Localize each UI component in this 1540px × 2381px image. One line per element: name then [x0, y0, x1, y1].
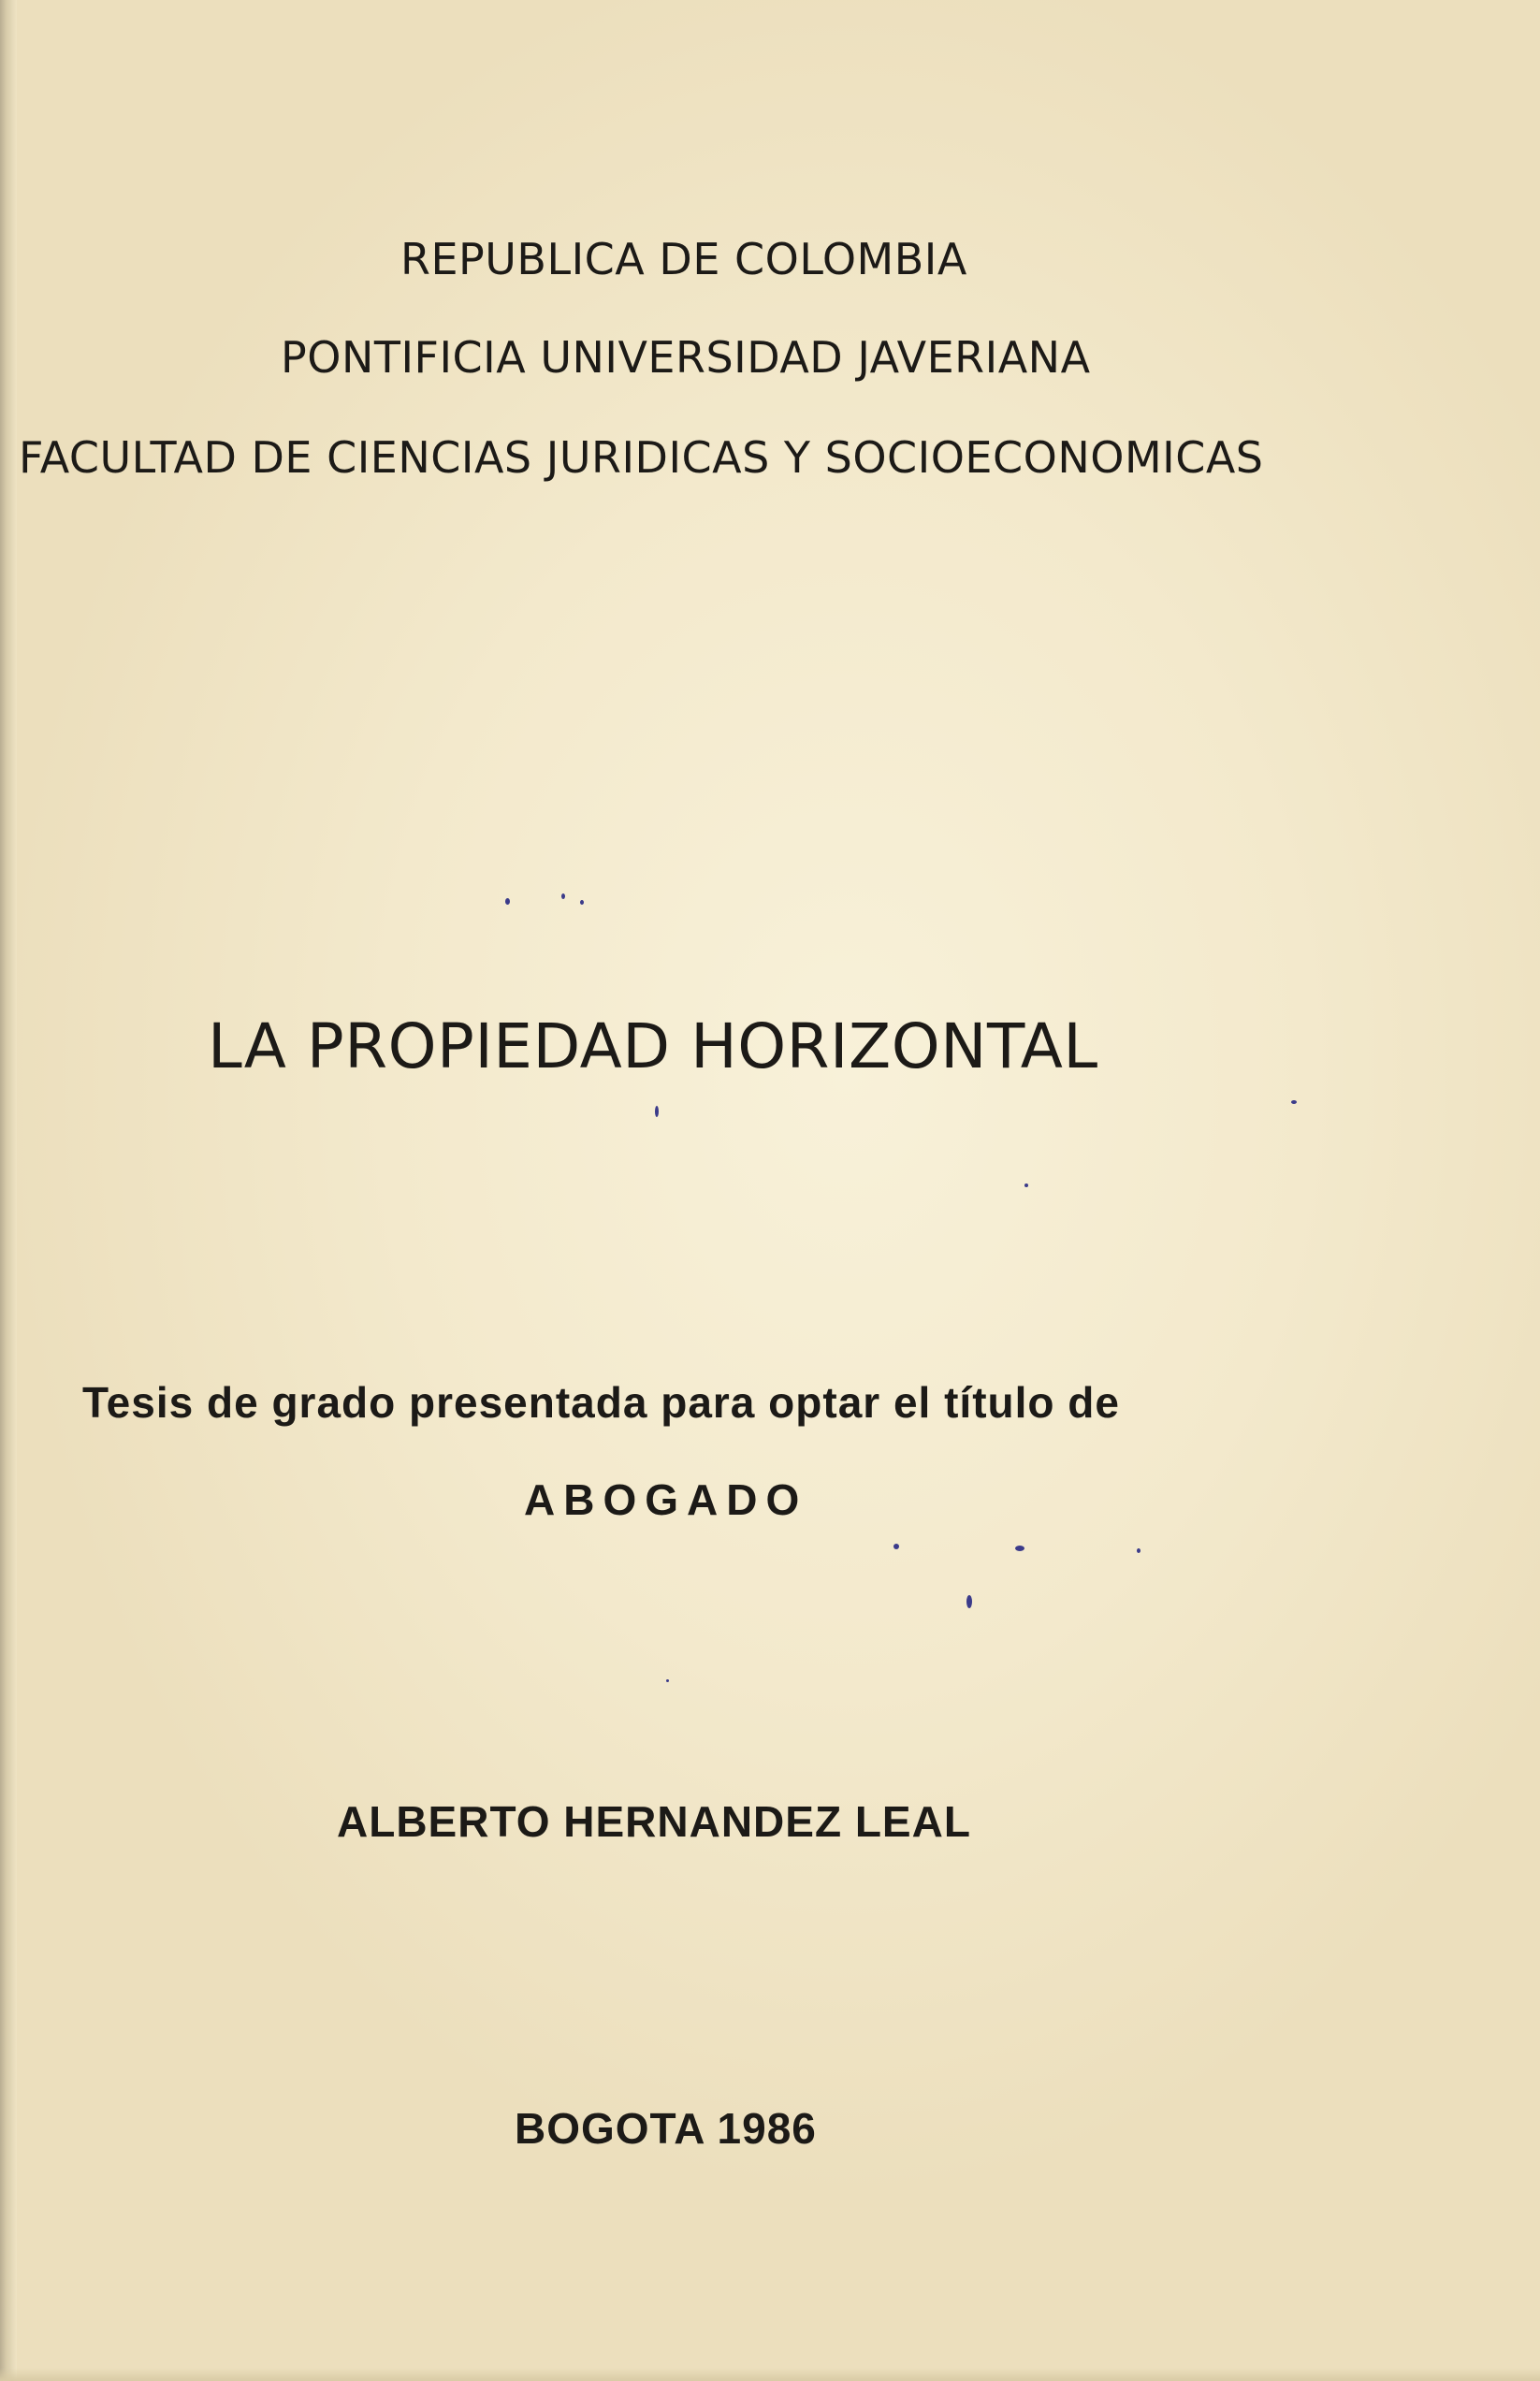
thesis-title: LA PROPIEDAD HORIZONTAL — [208, 1010, 1098, 1082]
page-bottom-edge — [0, 2368, 1540, 2381]
ink-speck — [580, 900, 584, 905]
thesis-statement: Tesis de grado presentada para optar el título de — [82, 1378, 1120, 1427]
book-spine-edge — [0, 0, 17, 2381]
ink-speck — [1015, 1546, 1024, 1551]
place-and-year: BOGOTA 1986 — [515, 2104, 817, 2153]
ink-speck — [1291, 1100, 1297, 1104]
ink-speck — [666, 1679, 669, 1682]
ink-speck — [1137, 1548, 1140, 1553]
ink-speck — [561, 893, 565, 899]
degree-name: ABOGADO — [524, 1475, 808, 1524]
ink-speck — [1024, 1183, 1028, 1187]
university-heading: PONTIFICIA UNIVERSIDAD JAVERIANA — [281, 332, 1091, 383]
author-name: ALBERTO HERNANDEZ LEAL — [337, 1797, 971, 1846]
ink-speck — [505, 898, 510, 905]
ink-speck — [966, 1595, 972, 1608]
country-heading: REPUBLICA DE COLOMBIA — [400, 234, 967, 284]
faculty-heading: FACULTAD DE CIENCIAS JURIDICAS Y SOCIOECONOMICAS — [19, 432, 1264, 483]
ink-speck — [893, 1544, 899, 1549]
ink-speck — [655, 1106, 659, 1117]
